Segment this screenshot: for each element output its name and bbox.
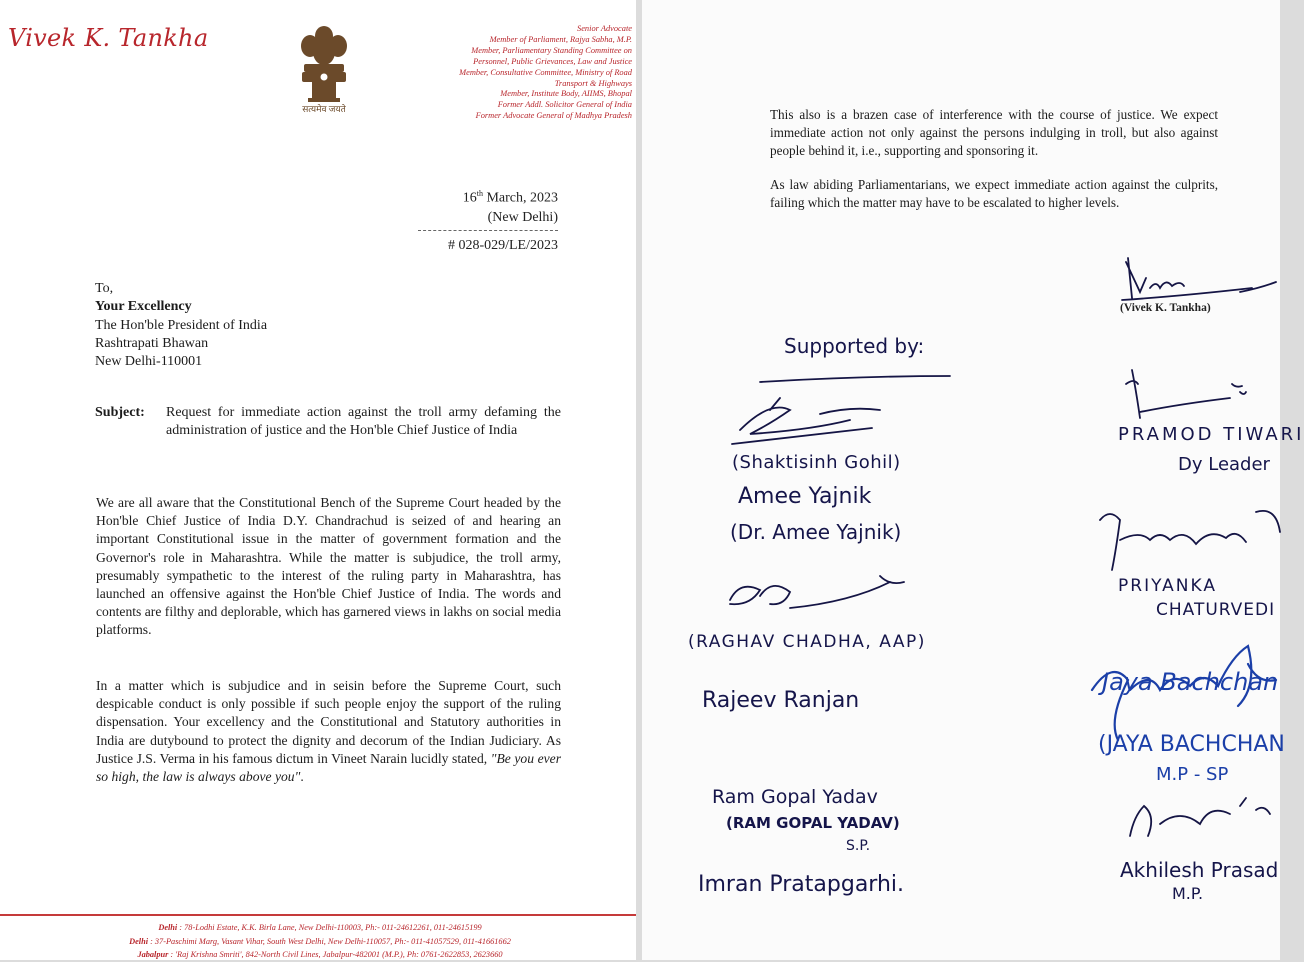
handwritten-signature: Ram Gopal Yadav xyxy=(712,786,878,808)
date-month-year: March, 2023 xyxy=(482,190,558,206)
credential-line: Former Addl. Solicitor General of India xyxy=(497,100,632,110)
date-day-suffix: th xyxy=(476,189,483,198)
subject-block xyxy=(95,404,561,441)
letterhead-footer xyxy=(20,921,620,962)
handwritten-name: (JAYA BACHCHAN xyxy=(1098,732,1285,757)
handwritten-signature: Akhilesh Prasad xyxy=(1120,858,1279,882)
footer-label: Delhi xyxy=(158,923,178,932)
divider xyxy=(418,230,558,231)
address-salutation: Your Excellency xyxy=(95,299,192,315)
credential-line: Former Advocate General of Madhya Pradesh xyxy=(475,111,632,121)
address-line: New Delhi-110001 xyxy=(95,354,203,370)
footer-label: Delhi xyxy=(129,936,148,946)
handwritten-name: S.P. xyxy=(846,838,871,854)
credential-line: Personnel, Public Grievances, Law and Justice xyxy=(473,56,632,66)
handwritten-name: M.P - SP xyxy=(1156,764,1229,785)
letterhead-name: Vivek K. Tankha xyxy=(8,24,209,52)
handwritten-name: (Shaktisinh Gohil) xyxy=(732,452,901,473)
emblem-caption: सत्यमेव जयते xyxy=(302,104,346,114)
letterhead-credentials xyxy=(402,24,632,122)
verma-quote: "Be you ever so high, the law is always above you" xyxy=(96,750,561,785)
paragraph-end: . xyxy=(300,769,304,785)
credential-line: Member, Consultative Committee, Ministry of Road xyxy=(459,67,632,77)
footer-address: : 78-Lodhi Estate, K.K. Birla Lane, New Delhi-110003, Ph:- 011-24612261, 011-24615199 xyxy=(177,923,482,932)
handwritten-name: (RAM GOPAL YADAV) xyxy=(726,814,900,832)
handwritten-signature: Imran Pratapgarhi. xyxy=(698,872,905,897)
handwritten-name: PRIYANKA xyxy=(1118,576,1217,596)
body-paragraph: We are all aware that the Constitutional Bench of the Supreme Court headed by the Hon'ble Chief Justice of India D.Y. Chandrachud is seized of and hearing an important Constitutional issue in the matter of government formation and the Governor's role in Maharashtra. While the matter is subjudice, the troll army, presumably sympathetic to the interest of the ruling party in Maharashtra, has launched an offensive against the Hon'ble Chief Justice of India. The words and contents are filthy and deplorable, which has garnered views in lakhs on social media platforms. xyxy=(96,495,561,638)
credential-line: Transport & Highways xyxy=(554,78,632,88)
subject-label: Subject: xyxy=(95,405,145,420)
date-place: (New Delhi) xyxy=(487,209,558,225)
handwritten-name: (RAGHAV CHADHA, AAP) xyxy=(688,632,926,652)
subject-text: Request for immediate action against the troll army defaming the administration of justice and the Hon'ble Chief Justice of India xyxy=(166,405,561,439)
date-day: 16 xyxy=(462,190,477,206)
body-paragraph: As law abiding Parliamentarians, we expect immediate action against the culprits, failing which the matter may have to be escalated to higher levels. xyxy=(770,177,1218,210)
handwritten-name: Dy Leader xyxy=(1178,454,1270,475)
handwritten-signature: Jaya Bachchan xyxy=(1102,668,1279,696)
footer-label: Jabalpur xyxy=(137,950,169,960)
letter-page-1 xyxy=(0,0,636,960)
credential-line: Member of Parliament, Rajya Sabha, M.P. xyxy=(489,34,632,44)
handwritten-name: PRAMOD TIWARI xyxy=(1118,424,1304,445)
handwritten-name: M.P. xyxy=(1172,884,1204,903)
handwritten-name: (Dr. Amee Yajnik) xyxy=(730,520,902,544)
footer-address: : 37-Paschimi Marg, Vasant Vihar, South West Delhi, New Delhi-110057, Ph:- 011-41057529, 011-41661662 xyxy=(148,936,511,946)
reference-number: # 028-029/LE/2023 xyxy=(447,238,558,253)
paragraph-text: In a matter which is subjudice and in seisin before the Supreme Court, such despicable conduct is only possible if such people enjoy the support of the ruling dispensation. Your excellency and the Constitutional and Statutory authorities in India are dutybound to protect the dignity and decorum of the Indian Judiciary. As Justice J.S. Verma in his famous dictum in Vineet Narain lucidly stated, xyxy=(96,678,561,766)
address-to: To, xyxy=(95,281,114,296)
body-paragraph xyxy=(96,677,561,786)
body-paragraph: This also is a brazen case of interference with the course of justice. We expect immediate action not only against the persons indulging in troll, but also against people behind it, i.e., supporting and sponsoring it. xyxy=(770,107,1218,158)
handwritten-signature: Amee Yajnik xyxy=(738,484,872,509)
signatory-name: (Vivek K. Tankha) xyxy=(1120,302,1211,314)
footer-address: : 'Raj Krishna Smriti', 842-North Civil Lines, Jabalpur-482001 (M.P.), Ph: 0761-2622853, 2623660 xyxy=(168,950,503,960)
recipient-address xyxy=(95,280,267,371)
credential-line: Member, Parliamentary Standing Committee on xyxy=(471,45,632,55)
handwritten-signature: Rajeev Ranjan xyxy=(702,688,860,713)
handwritten-name: CHATURVEDI xyxy=(1156,600,1276,620)
letter-date xyxy=(410,184,558,227)
address-line: The Hon'ble President of India xyxy=(95,317,268,333)
supported-by-heading: Supported by: xyxy=(784,334,925,358)
address-line: Rashtrapati Bhawan xyxy=(95,335,209,351)
credential-line: Member, Institute Body, AIIMS, Bhopal xyxy=(500,89,632,99)
footer-divider xyxy=(0,914,636,916)
credential-line: Senior Advocate xyxy=(577,24,632,33)
